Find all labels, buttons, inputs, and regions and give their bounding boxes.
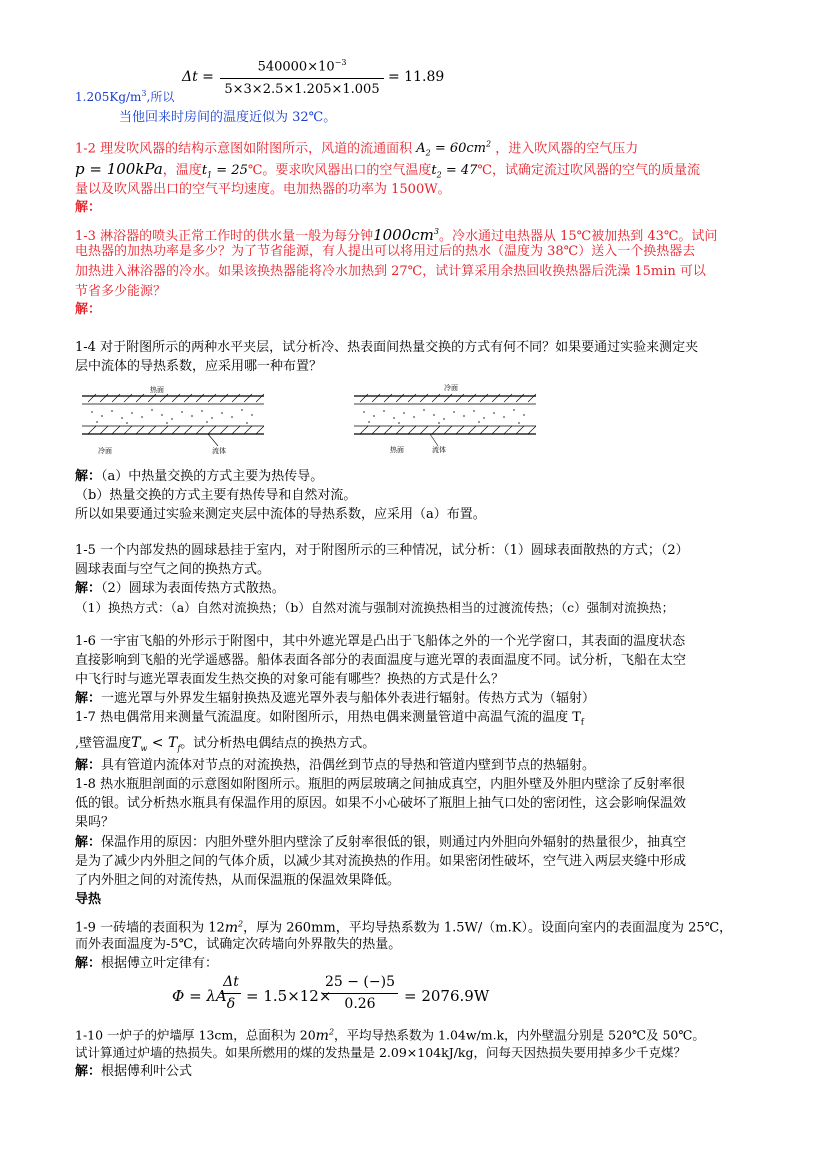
delta-t-denominator: 5×3×2.5×1.205×1.005 — [224, 82, 380, 97]
problem-1-8-answer-3: 了内外胆之间的对流传热，从而保温瓶的保温效果降低。 — [75, 873, 401, 888]
p12-t2-symbol: t — [431, 163, 437, 178]
p13-flow-sup: 3 — [433, 227, 439, 236]
problem-1-5-line-2: 圆球表面与空气之间的换热方式。 — [75, 562, 271, 577]
answer-prefix: 解： — [75, 1064, 102, 1079]
answer-prefix: 解： — [75, 835, 102, 850]
density-prefix: 1.205Kg/m — [75, 90, 142, 104]
p17-l1-sub: f — [580, 717, 584, 727]
p12-l1-tail: ，进入吹风器的空气压力 — [495, 141, 639, 157]
delta-t-lhs: Δt = — [182, 69, 214, 85]
fourier-eq-middle: = 1.5×12× — [246, 987, 332, 1005]
problem-1-9-line-2: 而外表面温度为-5℃，试确定次砖墙向外界散失的热量。 — [75, 937, 402, 952]
p17-tf-sub: f — [177, 743, 181, 753]
p13-l1-tail: 。冷水通过电热器从 15℃被加热到 43℃。试问 — [438, 229, 718, 244]
problem-1-3-line-1 — [75, 223, 717, 245]
fourier-f1-bar — [221, 993, 241, 994]
answer-body: 具有管道内流体对节点的对流换热，沿偶丝到节点的导热和管道内壁到节点的热辐射。 — [101, 758, 596, 773]
answer-prefix: 解： — [75, 469, 102, 484]
problem-1-9-answer-1 — [75, 955, 218, 972]
problem-1-8-line-2: 低的银。试分析热水瓶具有保温作用的原因。如果不小心破坏了瓶胆上抽气口处的密闭性，这会影响保温效 — [75, 796, 687, 811]
problem-1-5-answer-2: （1）换热方式：（a）自然对流换热；（b）自然对流与强制对流换热相当的过渡流传热；（c）强制对流换热； — [75, 600, 675, 615]
answer-body: 根据傅立叶定律有： — [101, 956, 219, 971]
p17-tw-sub: w — [140, 743, 148, 753]
p12-l2-tail: ℃，试确定流过吹风器的空气的质量流 — [477, 163, 700, 178]
problem-1-10-line-1 — [75, 1023, 705, 1045]
fourier-f2-bar — [322, 993, 398, 994]
p19-l1-tail: ，厚为 260mm，平均导热系数为 1.5W/（m.K）。设面向室内的表面温度为 25℃， — [243, 920, 733, 936]
problem-1-4-line-2: 层中流体的导热系数，应采用哪一种布置？ — [75, 359, 323, 374]
problem-1-5-line-1: 1-5 一个内部发热的圆球悬挂于室内，对于附图所示的三种情况，试分析：（1）圆球表面散热的方式；（2） — [75, 543, 689, 558]
problem-1-4-answer-3: 所以如果要通过实验来测定夹层中流体的导热系数，应采用（a）布置。 — [75, 507, 486, 522]
fig-a-top-label: 热面 — [150, 386, 164, 394]
fig-a-fluid-label: 流体 — [212, 447, 226, 455]
p12-t1-sub: 1 — [207, 170, 213, 180]
problem-1-3-answer-label: 解： — [75, 302, 102, 317]
fourier-eq-result: = 2076.9W — [404, 987, 490, 1005]
p17-tw-symbol: T — [131, 735, 141, 751]
fig-b-bottom-label: 热面 — [390, 446, 404, 454]
p12-area-value: = 60cm — [430, 141, 487, 157]
delta-t-result: = 11.89 — [388, 69, 445, 85]
p12-l2-middle: ℃。要求吹风器出口的空气温度 — [247, 163, 432, 178]
p12-t2-sub: 2 — [436, 170, 442, 180]
problem-1-6-line-1: 1-6 一宇宙飞船的外形示于附图中，其中外遮光罩是凸出于飞船体之外的一个光学窗口，其表面的温度状态 — [75, 634, 686, 649]
problem-1-7-line-1 — [75, 709, 584, 731]
problem-1-5-answer-1 — [75, 580, 285, 597]
answer-prefix: 解： — [75, 691, 102, 706]
answer-prefix: 解： — [75, 581, 102, 596]
p12-t1-symbol: t — [201, 163, 208, 178]
answer-prefix: 解： — [75, 758, 102, 773]
problem-1-2-line-3: 量以及吹风器出口的空气平均速度。电加热器的功率为 1500W。 — [75, 182, 451, 197]
figure-a-horizontal-layer — [78, 380, 268, 460]
problem-1-4-answer-2: （b）热量交换的方式主要有热传导和自然对流。 — [75, 488, 357, 503]
fig-a-bottom-label: 冷面 — [98, 447, 112, 455]
problem-1-3-line-3: 加热进入淋浴器的冷水。如果该换热器能将冷水加热到 27℃，试计算采用余热回收换热器后洗澡 15min 可以 — [75, 264, 706, 279]
p17-l1-text: 1-7 热电偶常用来测量气流温度。如附图所示，用热电偶来测量管道中高温气流的温度 T — [75, 710, 581, 725]
figure-b-horizontal-layer — [350, 380, 540, 460]
delta-t-numerator — [220, 58, 384, 74]
answer-body: （2）圆球为表面传热方式散热。 — [101, 581, 285, 596]
p12-t2-value: = 47 — [441, 163, 478, 178]
p17-l2-text: ,壁管温度 — [75, 736, 132, 751]
fourier-f1-numerator: Δt — [223, 974, 239, 990]
problem-1-6-line-3: 中飞行时与遮光罩表面发生热交换的对象可能有哪些？换热的方式是什么？ — [75, 672, 505, 687]
answer-body: 保温作用的原因：内胆外壁外胆内壁涂了反射率很低的银，则通过内外胆向外辐射的热量很少，抽真空 — [101, 835, 687, 850]
density-text — [75, 88, 174, 105]
p17-l2-tail: 。试分析热电偶结点的换热方式。 — [180, 736, 376, 751]
density-sup: 3 — [141, 89, 147, 98]
answer-body: 一遮光罩与外界发生辐射换热及遮光罩外表与船体外表进行辐射。传热方式为（辐射） — [101, 691, 596, 706]
p13-flow-value: 1000cm — [373, 226, 434, 244]
p13-l1-text: 1-3 淋浴器的喷头正常工作时的供水量一般为每分钟 — [75, 229, 374, 244]
answer-body: （a）中热量交换的方式主要为热传导。 — [101, 469, 324, 484]
p110-m-symbol: m — [315, 1027, 329, 1044]
problem-1-9-line-1 — [75, 915, 732, 937]
p12-area-sup: 2 — [486, 140, 492, 149]
answer-body: 根据傅利叶公式 — [101, 1064, 193, 1079]
p12-temp-label: ，温度 — [162, 163, 202, 178]
p12-t1-formula — [202, 163, 248, 178]
problem-1-8-line-1: 1-8 热水瓶胆剖面的示意图如附图所示。瓶胆的两层玻璃之间抽成真空，内胆外壁及外胆内壁涂了反射率很 — [75, 777, 686, 792]
p110-m-sup: 2 — [328, 1027, 335, 1036]
section-heading-conduction: 导热 — [75, 892, 102, 907]
fourier-f2-numerator: 25 − (−)5 — [324, 974, 395, 990]
fourier-f2-denominator: 0.26 — [344, 996, 376, 1012]
p110-l1-tail: ，平均导热系数为 1.04w/m.k，内外壁温分别是 520℃及 50℃。 — [334, 1027, 705, 1043]
problem-1-10-answer-1 — [75, 1063, 192, 1080]
problem-1-2-answer-label: 解： — [75, 200, 102, 215]
p12-l1-text: 1-2 理发吹风器的结构示意图如附图所示，风道的流通面积 — [75, 141, 413, 157]
fourier-eq-lhs: Φ = λA — [172, 987, 227, 1005]
p12-pressure-formula: p = 100kPa — [75, 160, 163, 178]
p12-t2-formula — [431, 163, 477, 178]
p19-m-sup: 2 — [238, 919, 244, 928]
problem-1-8-line-3: 果吗？ — [75, 815, 115, 830]
p13-flow-formula — [373, 226, 439, 244]
problem-1-6-answer-1 — [75, 690, 595, 707]
p12-area-symbol: A — [416, 141, 426, 157]
problem-1-3-line-2: 电热器的加热功率是多少？为了节省能源，有人提出可以将用过后的热水（温度为 38℃）送入一个换热器去 — [75, 244, 696, 259]
answer-prefix: 解： — [75, 956, 102, 971]
return-note: 当他回来时房间的温度近似为 32℃。 — [119, 110, 337, 125]
problem-1-10-line-2: 试计算通过炉墙的热损失。如果所燃用的煤的发热量是 2.09×104kJ/kg，问每天因热损失要用掉多少千克煤？ — [75, 1045, 687, 1060]
problem-1-2-line-1 — [75, 136, 638, 162]
problem-1-3-line-4: 节省多少能源？ — [75, 284, 167, 299]
p12-t1-value: = 25 — [212, 163, 248, 178]
p12-area-formula — [416, 141, 491, 156]
p110-l1-text: 1-10 一炉子的炉墙厚 13cm，总面积为 20 — [75, 1027, 316, 1043]
p17-lt-sign: < T — [147, 735, 178, 751]
p19-area-unit — [225, 920, 243, 936]
p110-area-unit — [316, 1028, 334, 1044]
fig-b-fluid-label: 流体 — [432, 446, 446, 454]
problem-1-4-line-1: 1-4 对于附图所示的两种水平夹层，试分析冷、热表面间热量交换的方式有何不同？如果要通过实验来测定夹 — [75, 340, 699, 355]
delta-t-numerator-text: 540000×10 — [257, 59, 335, 75]
p19-l1-text: 1-9 一砖墙的表面积为 12 — [75, 920, 225, 936]
problem-1-4-answer-1 — [75, 468, 323, 485]
problem-1-8-answer-2: 是为了减少内外胆之间的气体介质，以减少其对流换热的作用。如果密闭性破坏，空气进入两层夹缝中形成 — [75, 854, 687, 869]
p17-inequality — [131, 735, 180, 751]
p19-m-symbol: m — [224, 919, 239, 936]
problem-1-8-answer-1 — [75, 834, 686, 851]
problem-1-6-line-2: 直接影响到飞船的光学遥感器。船体表面各部分的表面温度与遮光罩的表面温度不同。试分析，飞船在太空 — [75, 653, 687, 668]
p12-area-sub: 2 — [425, 148, 431, 158]
fourier-f1-denominator: δ — [226, 996, 236, 1012]
fig-b-top-label: 冷面 — [444, 384, 458, 392]
problem-1-7-line-2 — [75, 735, 375, 757]
problem-1-7-answer-1 — [75, 757, 595, 774]
delta-t-fraction-bar — [220, 78, 384, 79]
delta-t-numerator-exp: −3 — [334, 58, 347, 67]
density-suffix: ,所以 — [146, 90, 175, 104]
